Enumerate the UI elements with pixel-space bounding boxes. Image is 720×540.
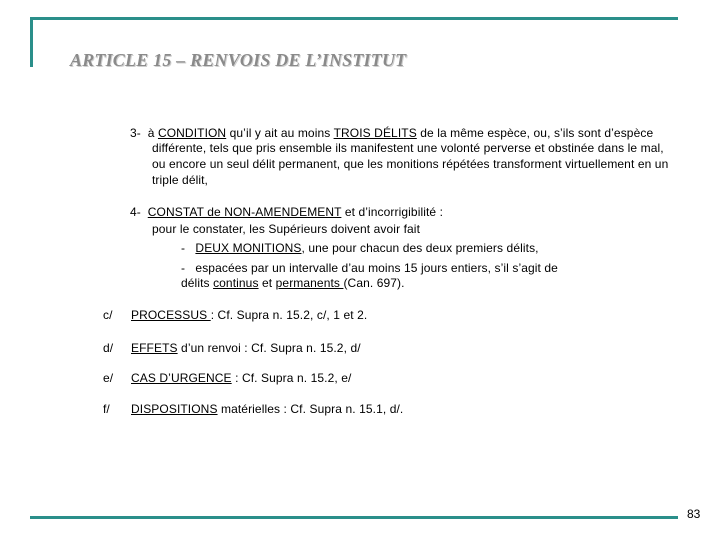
item-4-post: et d’incorrigibilité :	[341, 205, 444, 219]
item-e-letter: e/	[103, 371, 114, 385]
item-4-line-2: pour le constater, les Supérieurs doivent avoir fait	[152, 222, 421, 236]
sub-2-text: espacées par un intervalle d’au moins 15 jours entiers, s’il s’agit de	[195, 261, 558, 275]
item-3-line-2: différente, tels que pris ensemble ils manifestent une volonté perverse et obstinée dans le mal,	[152, 141, 664, 155]
item-3-pre: à	[147, 126, 158, 140]
sub-1-post: , une pour chacun des deux premiers délits,	[301, 241, 539, 255]
item-4-line-1	[130, 205, 443, 220]
item-4-sub-1	[181, 241, 539, 256]
item-4-sub-2	[181, 261, 558, 276]
last-post: (Can. 697).	[343, 276, 405, 290]
sub-2-dash: -	[181, 261, 186, 275]
keyword-processus: PROCESSUS	[131, 308, 211, 322]
item-4-number: 4-	[130, 205, 141, 219]
item-f-text	[131, 402, 403, 417]
page-title: ARTICLE 15 – RENVOIS DE L’INSTITUT	[70, 50, 407, 70]
frame-top-line	[30, 17, 678, 20]
item-c-letter: c/	[103, 308, 113, 322]
last-mid: et	[258, 276, 276, 290]
item-f-rest: matérielles : Cf. Supra n. 15.1, d/.	[217, 402, 404, 416]
sub-1-dash: -	[181, 241, 186, 255]
last-pre: délits	[181, 276, 214, 290]
frame-bottom-line	[30, 516, 678, 519]
item-3-post: de la même espèce, ou, s’ils sont d’espèce	[416, 126, 654, 140]
item-c-text	[131, 308, 367, 323]
page-number: 83	[687, 507, 701, 521]
item-3-line-4: triple délit,	[152, 173, 208, 187]
keyword-constat: CONSTAT de NON-AMENDEMENT	[147, 205, 342, 219]
item-3-mid: qu’il y ait au moins	[226, 126, 334, 140]
keyword-condition: CONDITION	[157, 126, 227, 140]
item-c-rest: : Cf. Supra n. 15.2, c/, 1 et 2.	[210, 308, 368, 322]
item-e-rest: : Cf. Supra n. 15.2, e/	[231, 371, 352, 385]
frame-left-line	[30, 17, 33, 67]
keyword-deux-monitions: DEUX MONITIONS	[195, 241, 302, 255]
keyword-cas-urgence: CAS D’URGENCE	[131, 371, 232, 385]
keyword-continus: continus	[213, 276, 259, 290]
item-f-letter: f/	[103, 402, 110, 416]
keyword-dispositions: DISPOSITIONS	[131, 402, 218, 416]
keyword-trois-delits: TROIS DÉLITS	[333, 126, 417, 140]
item-3-line-3: ou encore un seul délit permanent, que les monitions répétées transforment virtuellement en un	[152, 157, 669, 171]
item-d-rest: d’un renvoi : Cf. Supra n. 15.2, d/	[177, 341, 361, 355]
item-d-letter: d/	[103, 341, 114, 355]
item-4-sub-2-line-2	[181, 276, 405, 291]
item-3-line-1	[130, 126, 653, 141]
item-e-text	[131, 371, 351, 386]
keyword-effets: EFFETS	[131, 341, 178, 355]
item-3-number: 3-	[130, 126, 141, 140]
item-d-text	[131, 341, 361, 356]
keyword-permanents: permanents	[275, 276, 344, 290]
